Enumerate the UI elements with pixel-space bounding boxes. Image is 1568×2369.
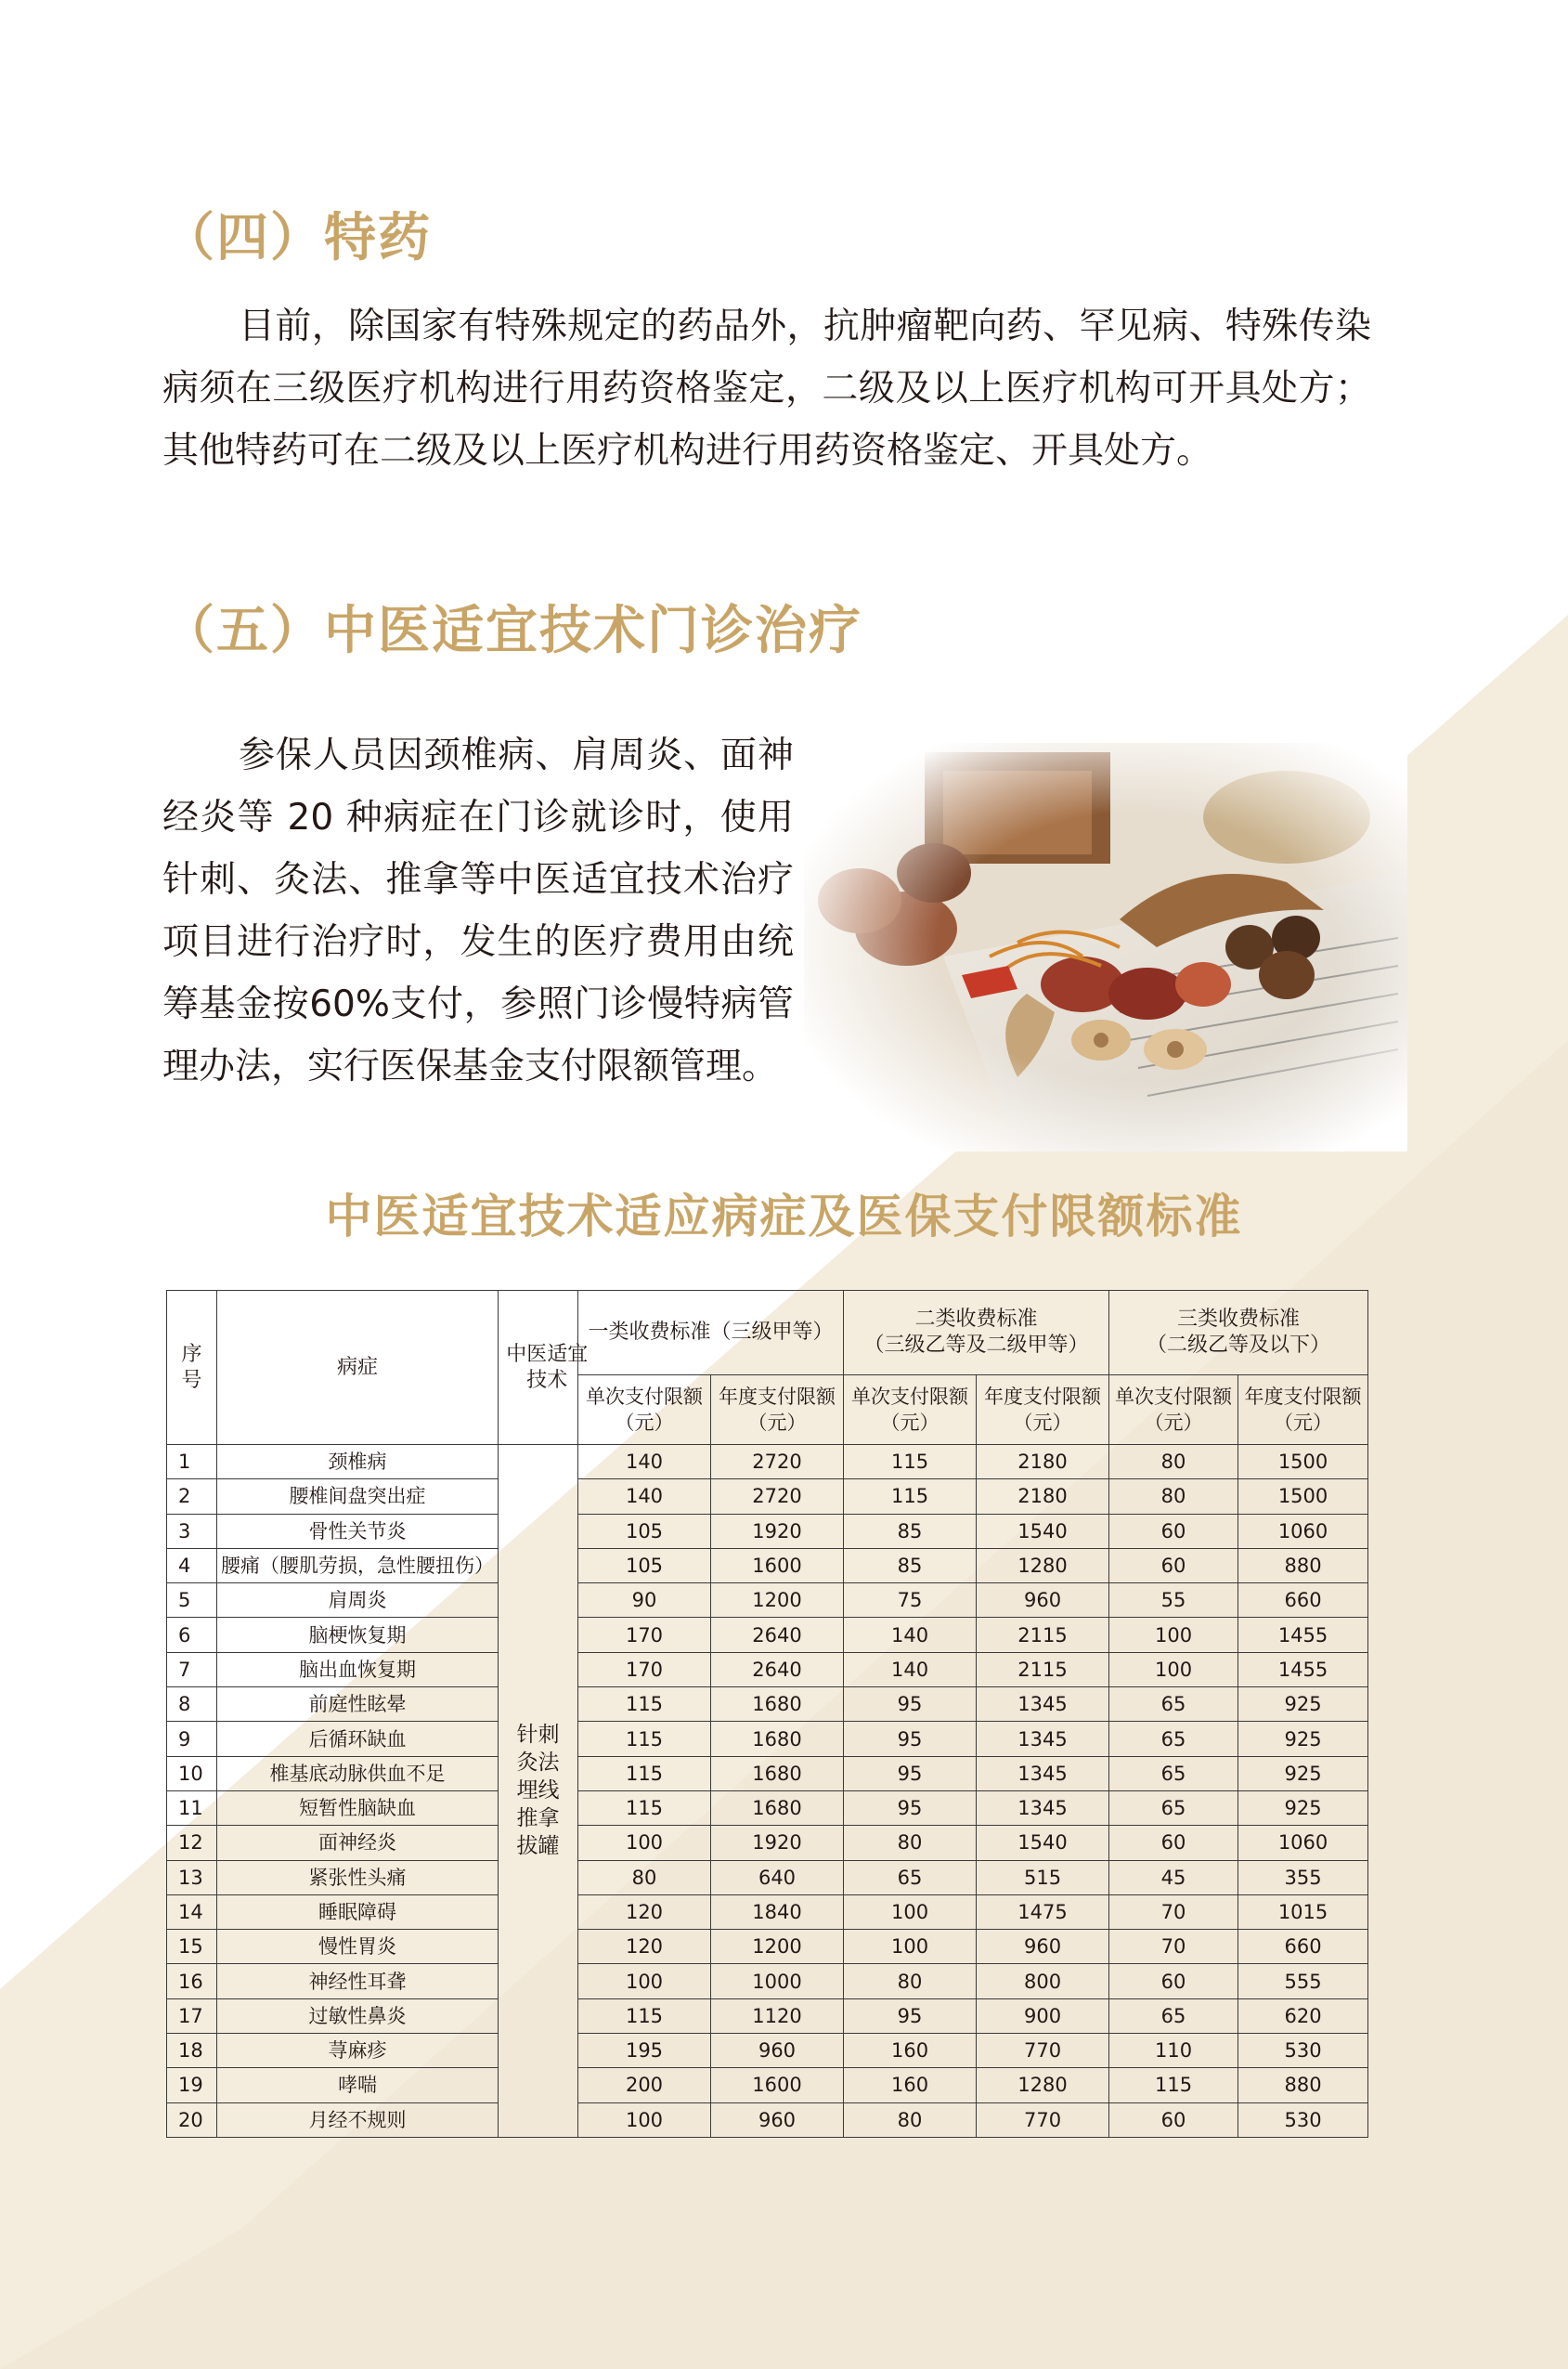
row-disease: 荨麻疹 (217, 2034, 499, 2068)
row-class2-annual: 1540 (977, 1514, 1109, 1548)
row-class2-single: 80 (844, 2102, 977, 2137)
row-disease: 脑梗恢复期 (217, 1618, 499, 1652)
table-row (167, 1687, 1368, 1722)
table-row (167, 1790, 1368, 1825)
row-seq: 19 (167, 2068, 217, 2102)
row-class2-annual: 1540 (977, 1826, 1109, 1860)
header-c1-annual: 年度支付限额 （元） (711, 1375, 844, 1445)
row-class2-annual: 800 (977, 1964, 1109, 1998)
row-class2-annual: 960 (977, 1930, 1109, 1964)
row-seq: 13 (167, 1860, 217, 1894)
row-class3-single: 70 (1109, 1930, 1238, 1964)
row-class3-annual: 1060 (1238, 1514, 1368, 1548)
row-class1-annual: 1680 (711, 1790, 844, 1825)
row-class2-annual: 770 (977, 2102, 1109, 2137)
row-class1-annual: 2720 (711, 1479, 844, 1514)
header-class3: 三类收费标准 （二级乙等及以下） (1109, 1291, 1368, 1375)
row-seq: 1 (167, 1445, 217, 1479)
row-class2-annual: 900 (977, 1998, 1109, 2033)
row-class1-single: 80 (578, 1860, 711, 1894)
header-c3-single: 单次支付限额 （元） (1109, 1375, 1238, 1445)
row-class3-single: 110 (1109, 2034, 1238, 2068)
row-seq: 8 (167, 1687, 217, 1722)
row-seq: 14 (167, 1894, 217, 1929)
row-disease: 短暂性脑缺血 (217, 1790, 499, 1825)
row-class2-single: 95 (844, 1756, 977, 1790)
row-class1-annual: 1200 (711, 1583, 844, 1618)
row-class1-annual: 1680 (711, 1687, 844, 1722)
table-row (167, 1583, 1368, 1618)
row-disease: 后循环缺血 (217, 1722, 499, 1756)
row-class2-annual: 2115 (977, 1652, 1109, 1686)
row-seq: 9 (167, 1722, 217, 1756)
row-class1-annual: 1840 (711, 1894, 844, 1929)
table-row (167, 1860, 1368, 1894)
row-class1-single: 200 (578, 2068, 711, 2102)
row-class3-annual: 925 (1238, 1790, 1368, 1825)
row-class3-annual: 925 (1238, 1756, 1368, 1790)
row-class3-annual: 1015 (1238, 1894, 1368, 1929)
row-class2-annual: 1280 (977, 2068, 1109, 2102)
row-class1-single: 105 (578, 1548, 711, 1582)
row-class2-single: 160 (844, 2034, 977, 2068)
row-class3-single: 65 (1109, 1756, 1238, 1790)
row-class1-single: 100 (578, 2102, 711, 2137)
row-seq: 17 (167, 1998, 217, 2033)
row-class1-single: 120 (578, 1930, 711, 1964)
table-row (167, 2068, 1368, 2102)
row-class1-single: 170 (578, 1618, 711, 1652)
table-title: 中医适宜技术适应病症及医保支付限额标准 (325, 1190, 1243, 1243)
row-class3-annual: 555 (1238, 1964, 1368, 1998)
row-class2-annual: 2115 (977, 1618, 1109, 1652)
row-disease: 面神经炎 (217, 1826, 499, 1860)
row-class2-single: 160 (844, 2068, 977, 2102)
row-class2-single: 95 (844, 1687, 977, 1722)
table-row (167, 1479, 1368, 1514)
row-class2-single: 140 (844, 1618, 977, 1652)
row-class1-single: 115 (578, 1756, 711, 1790)
table-row (167, 1998, 1368, 2033)
row-class3-single: 80 (1109, 1445, 1238, 1479)
row-disease: 腰椎间盘突出症 (217, 1479, 499, 1514)
row-disease: 睡眠障碍 (217, 1894, 499, 1929)
row-disease: 颈椎病 (217, 1445, 499, 1479)
row-class1-annual: 1200 (711, 1930, 844, 1964)
row-class1-single: 195 (578, 2034, 711, 2068)
section-heading-tcm-outpatient: （五）中医适宜技术门诊治疗 (162, 601, 862, 661)
row-class3-annual: 530 (1238, 2102, 1368, 2137)
section-heading-special-drugs: （四）特药 (162, 208, 432, 268)
row-class1-annual: 960 (711, 2034, 844, 2068)
row-class3-single: 65 (1109, 1998, 1238, 2033)
row-disease: 紧张性头痛 (217, 1860, 499, 1894)
table-body (167, 1445, 1368, 2138)
row-class3-single: 60 (1109, 1826, 1238, 1860)
row-disease: 神经性耳聋 (217, 1964, 499, 1998)
row-class1-single: 90 (578, 1583, 711, 1618)
row-seq: 20 (167, 2102, 217, 2137)
row-class1-annual: 960 (711, 2102, 844, 2137)
table-row (167, 1618, 1368, 1652)
row-class3-single: 65 (1109, 1687, 1238, 1722)
row-class2-single: 100 (844, 1894, 977, 1929)
row-class2-single: 85 (844, 1548, 977, 1582)
row-class2-annual: 1280 (977, 1548, 1109, 1582)
header-disease: 病症 (217, 1291, 499, 1445)
table-row (167, 1514, 1368, 1548)
row-class2-annual: 2180 (977, 1445, 1109, 1479)
row-class2-annual: 1475 (977, 1894, 1109, 1929)
row-seq: 16 (167, 1964, 217, 1998)
row-seq: 15 (167, 1930, 217, 1964)
row-class1-single: 140 (578, 1445, 711, 1479)
row-seq: 5 (167, 1583, 217, 1618)
row-class3-annual: 1455 (1238, 1652, 1368, 1686)
row-class3-annual: 925 (1238, 1687, 1368, 1722)
row-class3-single: 65 (1109, 1722, 1238, 1756)
row-class3-single: 55 (1109, 1583, 1238, 1618)
row-class1-annual: 640 (711, 1860, 844, 1894)
row-seq: 4 (167, 1548, 217, 1582)
row-class3-single: 80 (1109, 1479, 1238, 1514)
row-class1-single: 170 (578, 1652, 711, 1686)
row-class2-single: 65 (844, 1860, 977, 1894)
row-class1-single: 100 (578, 1964, 711, 1998)
table-row (167, 1964, 1368, 1998)
row-class1-single: 115 (578, 1998, 711, 2033)
row-class3-annual: 620 (1238, 1998, 1368, 2033)
table-row (167, 1894, 1368, 1929)
row-class2-single: 95 (844, 1722, 977, 1756)
row-class1-single: 105 (578, 1514, 711, 1548)
table-row (167, 1826, 1368, 1860)
row-class2-single: 80 (844, 1964, 977, 1998)
row-disease: 过敏性鼻炎 (217, 1998, 499, 2033)
row-disease: 前庭性眩晕 (217, 1687, 499, 1722)
header-c3-annual: 年度支付限额 （元） (1238, 1375, 1368, 1445)
row-class1-single: 115 (578, 1722, 711, 1756)
row-class3-single: 60 (1109, 1548, 1238, 1582)
header-c2-single: 单次支付限额 （元） (844, 1375, 977, 1445)
table-row (167, 2034, 1368, 2068)
row-class2-single: 115 (844, 1445, 977, 1479)
row-class1-annual: 1600 (711, 2068, 844, 2102)
row-class1-single: 140 (578, 1479, 711, 1514)
row-class3-annual: 1500 (1238, 1445, 1368, 1479)
row-class1-single: 115 (578, 1790, 711, 1825)
header-c1-single: 单次支付限额 （元） (578, 1375, 711, 1445)
row-class3-annual: 1060 (1238, 1826, 1368, 1860)
row-class2-annual: 515 (977, 1860, 1109, 1894)
row-class1-annual: 1000 (711, 1964, 844, 1998)
row-seq: 6 (167, 1618, 217, 1652)
special-drugs-paragraph: 目前，除国家有特殊规定的药品外，抗肿瘤靶向药、罕见病、特殊传染病须在三级医疗机构进行用药资格鉴定，二级及以上医疗机构可开具处方；其他特药可在二级及以上医疗机构进行用药资格鉴定、开具处方。 (162, 306, 1371, 472)
row-class3-single: 65 (1109, 1790, 1238, 1825)
row-class3-annual: 925 (1238, 1722, 1368, 1756)
row-seq: 18 (167, 2034, 217, 2068)
row-class2-single: 75 (844, 1583, 977, 1618)
row-disease: 椎基底动脉供血不足 (217, 1756, 499, 1790)
row-class3-single: 60 (1109, 1964, 1238, 1998)
row-class1-single: 120 (578, 1894, 711, 1929)
technique-cell: 针刺灸法埋线推拿拔罐 (499, 1445, 578, 2138)
row-class3-single: 70 (1109, 1894, 1238, 1929)
row-class3-single: 60 (1109, 1514, 1238, 1548)
row-class3-single: 45 (1109, 1860, 1238, 1894)
header-class1: 一类收费标准（三级甲等） (578, 1291, 844, 1375)
payment-limit-table (166, 1290, 1368, 2138)
row-class3-annual: 660 (1238, 1930, 1368, 1964)
row-disease: 哮喘 (217, 2068, 499, 2102)
row-class1-annual: 1920 (711, 1514, 844, 1548)
row-class3-annual: 880 (1238, 1548, 1368, 1582)
row-disease: 骨性关节炎 (217, 1514, 499, 1548)
row-seq: 10 (167, 1756, 217, 1790)
row-class2-single: 115 (844, 1479, 977, 1514)
row-class2-single: 95 (844, 1998, 977, 2033)
row-seq: 3 (167, 1514, 217, 1548)
row-seq: 11 (167, 1790, 217, 1825)
row-class3-single: 115 (1109, 2068, 1238, 2102)
row-class2-annual: 960 (977, 1583, 1109, 1618)
row-disease: 月经不规则 (217, 2102, 499, 2137)
header-seq: 序号 (167, 1291, 217, 1445)
row-class2-annual: 1345 (977, 1756, 1109, 1790)
row-seq: 12 (167, 1826, 217, 1860)
row-class3-annual: 1500 (1238, 1479, 1368, 1514)
row-class2-annual: 770 (977, 2034, 1109, 2068)
row-disease: 腰痛（腰肌劳损，急性腰扭伤） (217, 1548, 499, 1582)
table-row (167, 2102, 1368, 2137)
row-class2-single: 95 (844, 1790, 977, 1825)
table-row (167, 1756, 1368, 1790)
row-class1-annual: 1680 (711, 1722, 844, 1756)
table-row (167, 1722, 1368, 1756)
row-class2-single: 80 (844, 1826, 977, 1860)
row-class2-annual: 1345 (977, 1722, 1109, 1756)
row-class1-annual: 1920 (711, 1826, 844, 1860)
tcm-outpatient-paragraph: 参保人员因颈椎病、肩周炎、面神经炎等 20 种病症在门诊就诊时，使用针刺、灸法、推拿等中医适宜技术治疗项目进行治疗时，发生的医疗费用由统筹基金按60%支付，参照门诊慢特病管理办法，实行医保基金支付限额管理。 (162, 735, 794, 1087)
row-disease: 慢性胃炎 (217, 1930, 499, 1964)
table-row (167, 1445, 1368, 1479)
row-class2-single: 85 (844, 1514, 977, 1548)
row-class3-single: 100 (1109, 1618, 1238, 1652)
header-class2: 二类收费标准 （三级乙等及二级甲等） (844, 1291, 1109, 1375)
header-c2-annual: 年度支付限额 （元） (977, 1375, 1109, 1445)
row-class1-annual: 2640 (711, 1618, 844, 1652)
row-class3-annual: 1455 (1238, 1618, 1368, 1652)
row-class3-annual: 660 (1238, 1583, 1368, 1618)
row-class2-single: 140 (844, 1652, 977, 1686)
row-seq: 2 (167, 1479, 217, 1514)
row-class3-single: 100 (1109, 1652, 1238, 1686)
row-class2-annual: 1345 (977, 1687, 1109, 1722)
table-row (167, 1652, 1368, 1686)
table-row (167, 1548, 1368, 1582)
row-class1-annual: 1600 (711, 1548, 844, 1582)
row-class3-annual: 355 (1238, 1860, 1368, 1894)
row-class1-annual: 1680 (711, 1756, 844, 1790)
row-class1-single: 100 (578, 1826, 711, 1860)
row-disease: 肩周炎 (217, 1583, 499, 1618)
row-class2-annual: 2180 (977, 1479, 1109, 1514)
row-class1-single: 115 (578, 1687, 711, 1722)
row-class3-single: 60 (1109, 2102, 1238, 2137)
row-seq: 7 (167, 1652, 217, 1686)
row-class3-annual: 880 (1238, 2068, 1368, 2102)
table-row (167, 1930, 1368, 1964)
herbal-medicine-photo (804, 743, 1407, 1152)
row-class1-annual: 2720 (711, 1445, 844, 1479)
row-class2-single: 100 (844, 1930, 977, 1964)
header-technique: 中医适宜技术 (499, 1291, 578, 1445)
row-disease: 脑出血恢复期 (217, 1652, 499, 1686)
row-class2-annual: 1345 (977, 1790, 1109, 1825)
row-class1-annual: 1120 (711, 1998, 844, 2033)
row-class1-annual: 2640 (711, 1652, 844, 1686)
row-class3-annual: 530 (1238, 2034, 1368, 2068)
